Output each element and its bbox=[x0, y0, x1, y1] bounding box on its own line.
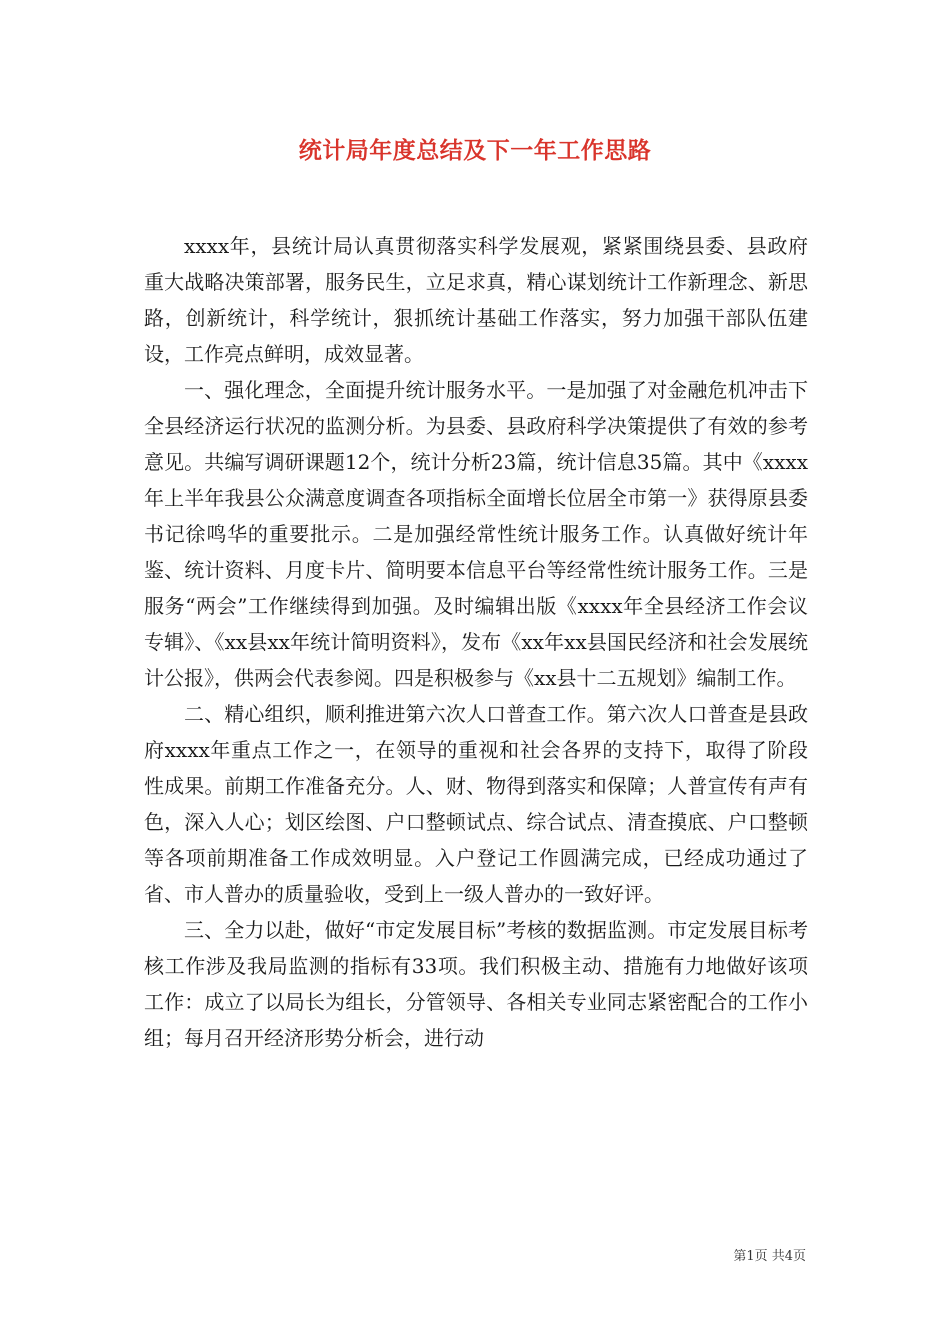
paragraph-section-3: 三、全力以赴，做好“市定发展目标”考核的数据监测。市定发展目标考核工作涉及我局监测的指标有33项。我们积极主动、措施有力地做好该项工作：成立了以局长为组长，分管领导、各相关专业同志紧密配合的工作小组；每月召开经济形势分析会，进行动 bbox=[144, 918, 808, 1050]
paragraph-section-2: 二、精心组织，顺利推进第六次人口普查工作。第六次人口普查是县政府xxxx年重点工作之一，在领导的重视和社会各界的支持下，取得了阶段性成果。前期工作准备充分。人、财、物得到落实和保障；人普宣传有声有色，深入人心；划区绘图、户口整顿试点、综合试点、清查摸底、户口整顿等各项前期准备工作成效明显。入户登记工作圆满完成，已经成功通过了省、市人普办的质量验收，受到上一级人普办的一致好评。 bbox=[144, 702, 808, 906]
document-body bbox=[144, 228, 808, 1056]
page-number: 第1页 共4页 bbox=[733, 1249, 806, 1264]
document-title: 统计局年度总结及下一年工作思路 bbox=[298, 137, 652, 164]
paragraph-intro: xxxx年，县统计局认真贯彻落实科学发展观，紧紧围绕县委、县政府重大战略决策部署，服务民生，立足求真，精心谋划统计工作新理念、新思路，创新统计，科学统计，狠抓统计基础工作落实，努力加强干部队伍建设，工作亮点鲜明，成效显著。 bbox=[144, 234, 808, 366]
paragraph-section-1: 一、强化理念，全面提升统计服务水平。一是加强了对金融危机冲击下全县经济运行状况的监测分析。为县委、县政府科学决策提供了有效的参考意见。共编写调研课题12个，统计分析23篇，统计信息35篇。其中《xxxx年上半年我县公众满意度调查各项指标全面增长位居全市第一》获得原县委书记徐鸣华的重要批示。二是加强经常性统计服务工作。认真做好统计年鉴、统计资料、月度卡片、简明要本信息平台等经常性统计服务工作。三是服务“两会”工作继续得到加强。及时编辑出版《xxxx年全县经济工作会议专辑》、《xx县xx年统计简明资料》，发布《xx年xx县国民经济和社会发展统计公报》，供两会代表参阅。四是积极参与《xx县十二五规划》编制工作。 bbox=[144, 378, 808, 690]
